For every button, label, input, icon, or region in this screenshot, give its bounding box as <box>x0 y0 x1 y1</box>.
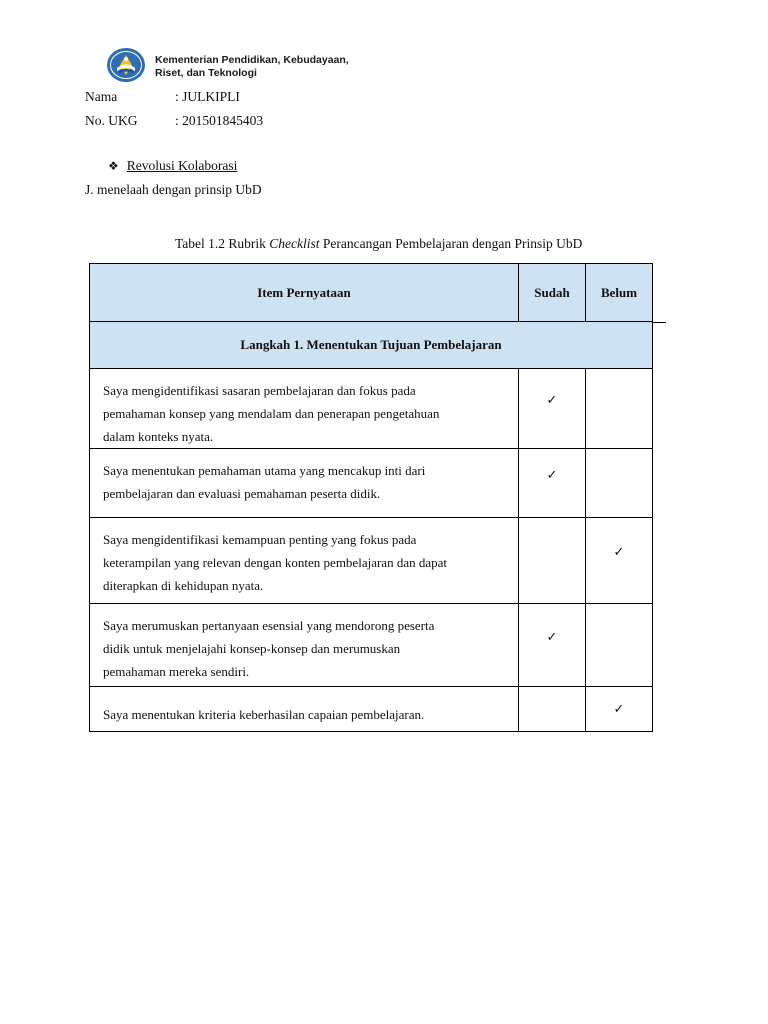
ministry-name <box>155 54 349 80</box>
ukg-value: : 201501845403 <box>175 113 264 128</box>
table-row <box>90 518 653 604</box>
kemendikbud-logo-icon <box>106 47 146 83</box>
statement-line: pemahaman konsep yang mendalam dan penerapan pengetahuan <box>103 406 440 421</box>
caption-prefix: Tabel 1.2 Rubrik <box>175 236 270 251</box>
section-subpoint: J. menelaah dengan prinsip UbD <box>85 182 262 197</box>
name-field <box>85 89 240 105</box>
table-row <box>90 604 653 687</box>
checkmark-icon: ✓ <box>546 393 558 408</box>
header-item-pernyataan: Item Pernyataan <box>90 264 519 322</box>
table-row <box>90 687 653 732</box>
section-topic: Revolusi Kolaborasi <box>126 158 238 173</box>
header-belum: Belum <box>586 264 653 322</box>
checkmark-icon: ✓ <box>546 629 558 645</box>
checkmark-icon: ✓ <box>613 545 625 560</box>
statement-line: Saya mengidentifikasi kemampuan penting yang fokus pada <box>103 532 417 547</box>
name-label: Nama <box>85 89 118 104</box>
ministry-name-line1: Kementerian Pendidikan, Kebudayaan, <box>155 54 349 66</box>
belum-cell[interactable] <box>586 604 653 687</box>
table-caption <box>175 236 582 252</box>
step-title: Langkah 1. Menentukan Tujuan Pembelajaran <box>90 322 653 369</box>
diamond-bullet-icon: ❖ <box>108 159 119 173</box>
statement-line: diterapkan di kehidupan nyata. <box>103 578 264 593</box>
ukg-field <box>85 113 263 129</box>
rubric-table <box>89 263 653 732</box>
table-divider-extension <box>652 322 666 323</box>
sudah-cell[interactable] <box>519 369 586 449</box>
statement-cell <box>90 518 519 604</box>
checkmark-icon: ✓ <box>546 467 558 483</box>
statement-cell <box>90 687 519 732</box>
table-header-row <box>90 264 653 322</box>
belum-cell[interactable] <box>586 449 653 518</box>
sudah-cell[interactable] <box>519 518 586 604</box>
sudah-cell[interactable] <box>519 687 586 732</box>
ukg-label: No. UKG <box>85 113 138 128</box>
statement-line: pembelajaran dan evaluasi pemahaman peserta didik. <box>103 486 381 501</box>
name-value: : JULKIPLI <box>175 89 240 104</box>
table-row <box>90 369 653 449</box>
header-sudah: Sudah <box>519 264 586 322</box>
statement-cell <box>90 604 519 687</box>
caption-italic: Checklist <box>269 236 320 251</box>
belum-cell[interactable] <box>586 518 653 604</box>
step-row <box>90 322 653 369</box>
ministry-name-line2: Riset, dan Teknologi <box>155 67 257 79</box>
caption-suffix: Perancangan Pembelajaran dengan Prinsip UbD <box>319 236 583 251</box>
checkmark-icon: ✓ <box>613 701 625 717</box>
sudah-cell[interactable] <box>519 449 586 518</box>
statement-line: dalam konteks nyata. <box>103 429 214 444</box>
statement-line: keterampilan yang relevan dengan konten pembelajaran dan dapat <box>103 555 447 570</box>
table-row <box>90 449 653 518</box>
belum-cell[interactable] <box>586 687 653 732</box>
section-heading <box>108 158 237 174</box>
statement-cell <box>90 369 519 449</box>
statement-line: Saya mengidentifikasi sasaran pembelajaran dan fokus pada <box>103 383 416 398</box>
statement-line: Saya menentukan pemahaman utama yang mencakup inti dari <box>103 463 426 478</box>
belum-cell[interactable] <box>586 369 653 449</box>
statement-line: pemahaman mereka sendiri. <box>103 664 250 679</box>
statement-line: Saya menentukan kriteria keberhasilan capaian pembelajaran. <box>103 706 425 722</box>
statement-line: didik untuk menjelajahi konsep-konsep dan merumuskan <box>103 641 401 656</box>
statement-cell <box>90 449 519 518</box>
sudah-cell[interactable] <box>519 604 586 687</box>
statement-line: Saya merumuskan pertanyaan esensial yang mendorong peserta <box>103 618 435 633</box>
